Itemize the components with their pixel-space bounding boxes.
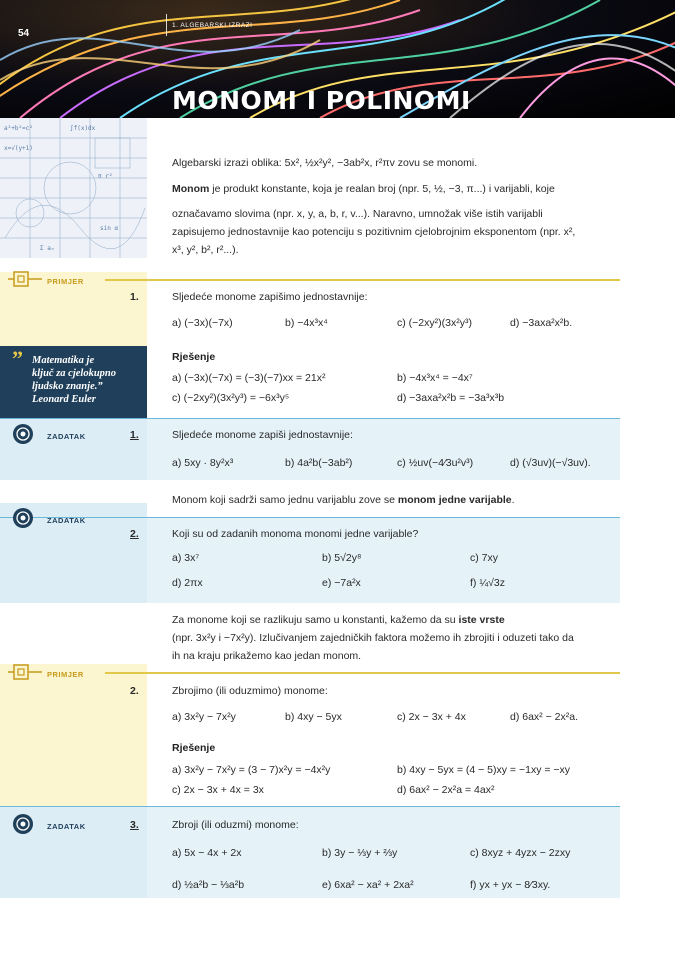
example-2-d: d) 6ax² − 2x²a. xyxy=(510,711,578,723)
task-1-number: 1. xyxy=(130,429,139,441)
single-variable-definition xyxy=(172,494,515,506)
example-1-sol-d: d) −3axa²x²b = −3a³x³b xyxy=(397,392,505,404)
primjer-label-2: PRIMJER xyxy=(47,670,84,679)
task-3-c: c) 8xyz + 4yzx − 2zxy xyxy=(470,847,571,859)
example-2-sol-a: a) 3x²y − 7x²y = (3 − 7)x²y = −4x²y xyxy=(172,764,331,776)
example-1-a: a) (−3x)(−7x) xyxy=(172,317,233,329)
example-1-sol-b: b) −4x³x⁴ = −4x⁷ xyxy=(397,372,473,384)
single-variable-text: Monom koji sadrži samo jednu varijablu zove se xyxy=(172,494,398,506)
same-kind-line-2: (npr. 3x²y i −7x²y). Izlučivanjem zajedničkih faktora možemo ih zbrojiti i oduzeti tako da xyxy=(172,632,574,644)
example-2-divider xyxy=(105,672,620,674)
single-variable-end: . xyxy=(511,494,515,506)
single-variable-term: monom jedne varijable xyxy=(397,494,512,506)
task-1-a: a) 5xy · 8y²x³ xyxy=(172,457,234,469)
svg-text:sin α: sin α xyxy=(100,225,119,232)
task-icon xyxy=(12,423,34,445)
example-1-divider xyxy=(105,279,620,281)
example-1-number: 1. xyxy=(130,291,139,303)
intro-line-3: označavamo slovima (npr. x, y, a, b, r, v...). Naravno, umnožak više istih varijabli xyxy=(172,208,543,220)
zadatak-label-2: ZADATAK xyxy=(47,516,86,525)
example-2-a: a) 3x²y − 7x²y xyxy=(172,711,236,723)
intro-line-4: zapisujemo jednostavnije kao potenciju s pozitivnim cjelobrojnim eksponentom (npr. x², xyxy=(172,226,576,238)
task-icon xyxy=(12,507,34,529)
same-kind-line-1 xyxy=(172,614,505,626)
task-1-divider xyxy=(0,418,620,419)
task-3-b: b) 3y − ⅓y + ⅔y xyxy=(322,847,398,859)
example-1-c: c) (−2xy²)(3x²y³) xyxy=(397,317,472,329)
intro-line-1: Algebarski izrazi oblika: 5x², ½x²y², −3ab²x, r²πv zovu se monomi. xyxy=(172,157,478,169)
example-1-b: b) −4x³x⁴ xyxy=(285,317,328,329)
chapter-title: 1. ALGEBARSKI IZRAZI xyxy=(172,22,253,29)
quote-line-2: ključ za cjelokupno xyxy=(32,368,117,379)
intro-line-2-text: je produkt konstante, koja je realan broj (npr. 5, ½, −3, π...) i varijabli, koje xyxy=(209,183,555,195)
solution-heading-1: Rješenje xyxy=(172,351,216,363)
example-1-sol-a: a) (−3x)(−7x) = (−3)(−7)xx = 21x² xyxy=(172,372,326,384)
quote-box xyxy=(0,346,147,418)
intro-line-5: x³, y², b², r²...). xyxy=(172,244,239,256)
task-2-number: 2. xyxy=(130,528,139,540)
monom-term: Monom xyxy=(172,183,210,195)
same-kind-line-3: ih na kraju prikažemo kao jedan monom. xyxy=(172,650,362,662)
page-title: MONOMI I POLINOMI xyxy=(172,86,471,115)
task-3-e: e) 6xa² − xa² + 2xa² xyxy=(322,879,414,891)
task-2-e: e) −7a²x xyxy=(322,577,361,589)
task-1-c: c) ½uv(−4⁄3u²v³) xyxy=(397,457,474,469)
formula-sketch-image xyxy=(0,118,147,258)
svg-text:∫f(x)dx: ∫f(x)dx xyxy=(70,125,96,132)
task-2-prompt: Koji su od zadanih monoma monomi jedne varijable? xyxy=(172,528,419,540)
intro-line-2 xyxy=(172,183,555,195)
example-2-sidebar xyxy=(0,664,147,806)
example-1-d: d) −3axa²x²b. xyxy=(510,317,573,329)
quote-mark-icon: ” xyxy=(12,346,23,371)
example-icon xyxy=(8,270,42,288)
example-1-sol-c: c) (−2xy²)(3x²y³) = −6x³y⁵ xyxy=(172,392,290,404)
task-2-a: a) 3x⁷ xyxy=(172,552,200,564)
primjer-label-1: PRIMJER xyxy=(47,277,84,286)
example-2-sol-b: b) 4xy − 5yx = (4 − 5)xy = −1xy = −xy xyxy=(397,764,571,776)
zadatak-label-1: ZADATAK xyxy=(47,432,86,441)
task-3-prompt: Zbroji (ili oduzmi) monome: xyxy=(172,819,299,831)
example-1-prompt: Sljedeće monome zapišimo jednostavnije: xyxy=(172,291,368,303)
header-banner xyxy=(0,0,675,118)
svg-text:π r²: π r² xyxy=(98,173,113,180)
example-2-prompt: Zbrojimo (ili oduzmimo) monome: xyxy=(172,685,328,697)
example-2-c: c) 2x − 3x + 4x xyxy=(397,711,466,723)
same-kind-term: iste vrste xyxy=(458,614,505,626)
task-3-d: d) ½a²b − ⅓a²b xyxy=(172,879,245,891)
svg-text:x=√(y+1): x=√(y+1) xyxy=(4,145,33,152)
task-icon xyxy=(12,813,34,835)
svg-text:a²+b²=c²: a²+b²=c² xyxy=(4,125,33,132)
quote-author: Leonard Euler xyxy=(32,394,96,405)
example-2-sol-d: d) 6ax² − 2x²a = 4ax² xyxy=(397,784,495,796)
task-1-prompt: Sljedeće monome zapiši jednostavnije: xyxy=(172,429,353,441)
task-3-number: 3. xyxy=(130,819,139,831)
example-icon xyxy=(8,663,42,681)
task-1-d: d) (√3uv)(−√3uv). xyxy=(510,457,591,469)
example-2-sol-c: c) 2x − 3x + 4x = 3x xyxy=(172,784,264,796)
solution-heading-2: Rješenje xyxy=(172,742,216,754)
task-2-f: f) ¼√3z xyxy=(470,577,505,589)
task-3-f: f) yx + yx − 8⁄3xy. xyxy=(470,879,551,891)
task-3-divider xyxy=(0,806,620,807)
task-1-b: b) 4a²b(−3ab²) xyxy=(285,457,353,469)
task-1-background xyxy=(147,418,620,480)
same-kind-text: Za monome koji se razlikuju samo u konstanti, kažemo da su xyxy=(172,614,459,626)
task-2-b: b) 5√2y⁸ xyxy=(322,552,362,564)
quote-line-3: ljudsko znanje.” xyxy=(32,381,103,392)
quote-line-1: Matematika je xyxy=(32,355,95,366)
example-2-b: b) 4xy − 5yx xyxy=(285,711,342,723)
example-2-number: 2. xyxy=(130,685,139,697)
svg-text:Σ aₙ: Σ aₙ xyxy=(40,245,55,252)
task-2-c: c) 7xy xyxy=(470,552,499,564)
task-2-divider xyxy=(0,517,620,518)
chapter-divider xyxy=(166,14,167,36)
task-2-d: d) 2πx xyxy=(172,577,203,589)
task-3-a: a) 5x − 4x + 2x xyxy=(172,847,242,859)
zadatak-label-3: ZADATAK xyxy=(47,822,86,831)
page-number: 54 xyxy=(18,28,30,39)
